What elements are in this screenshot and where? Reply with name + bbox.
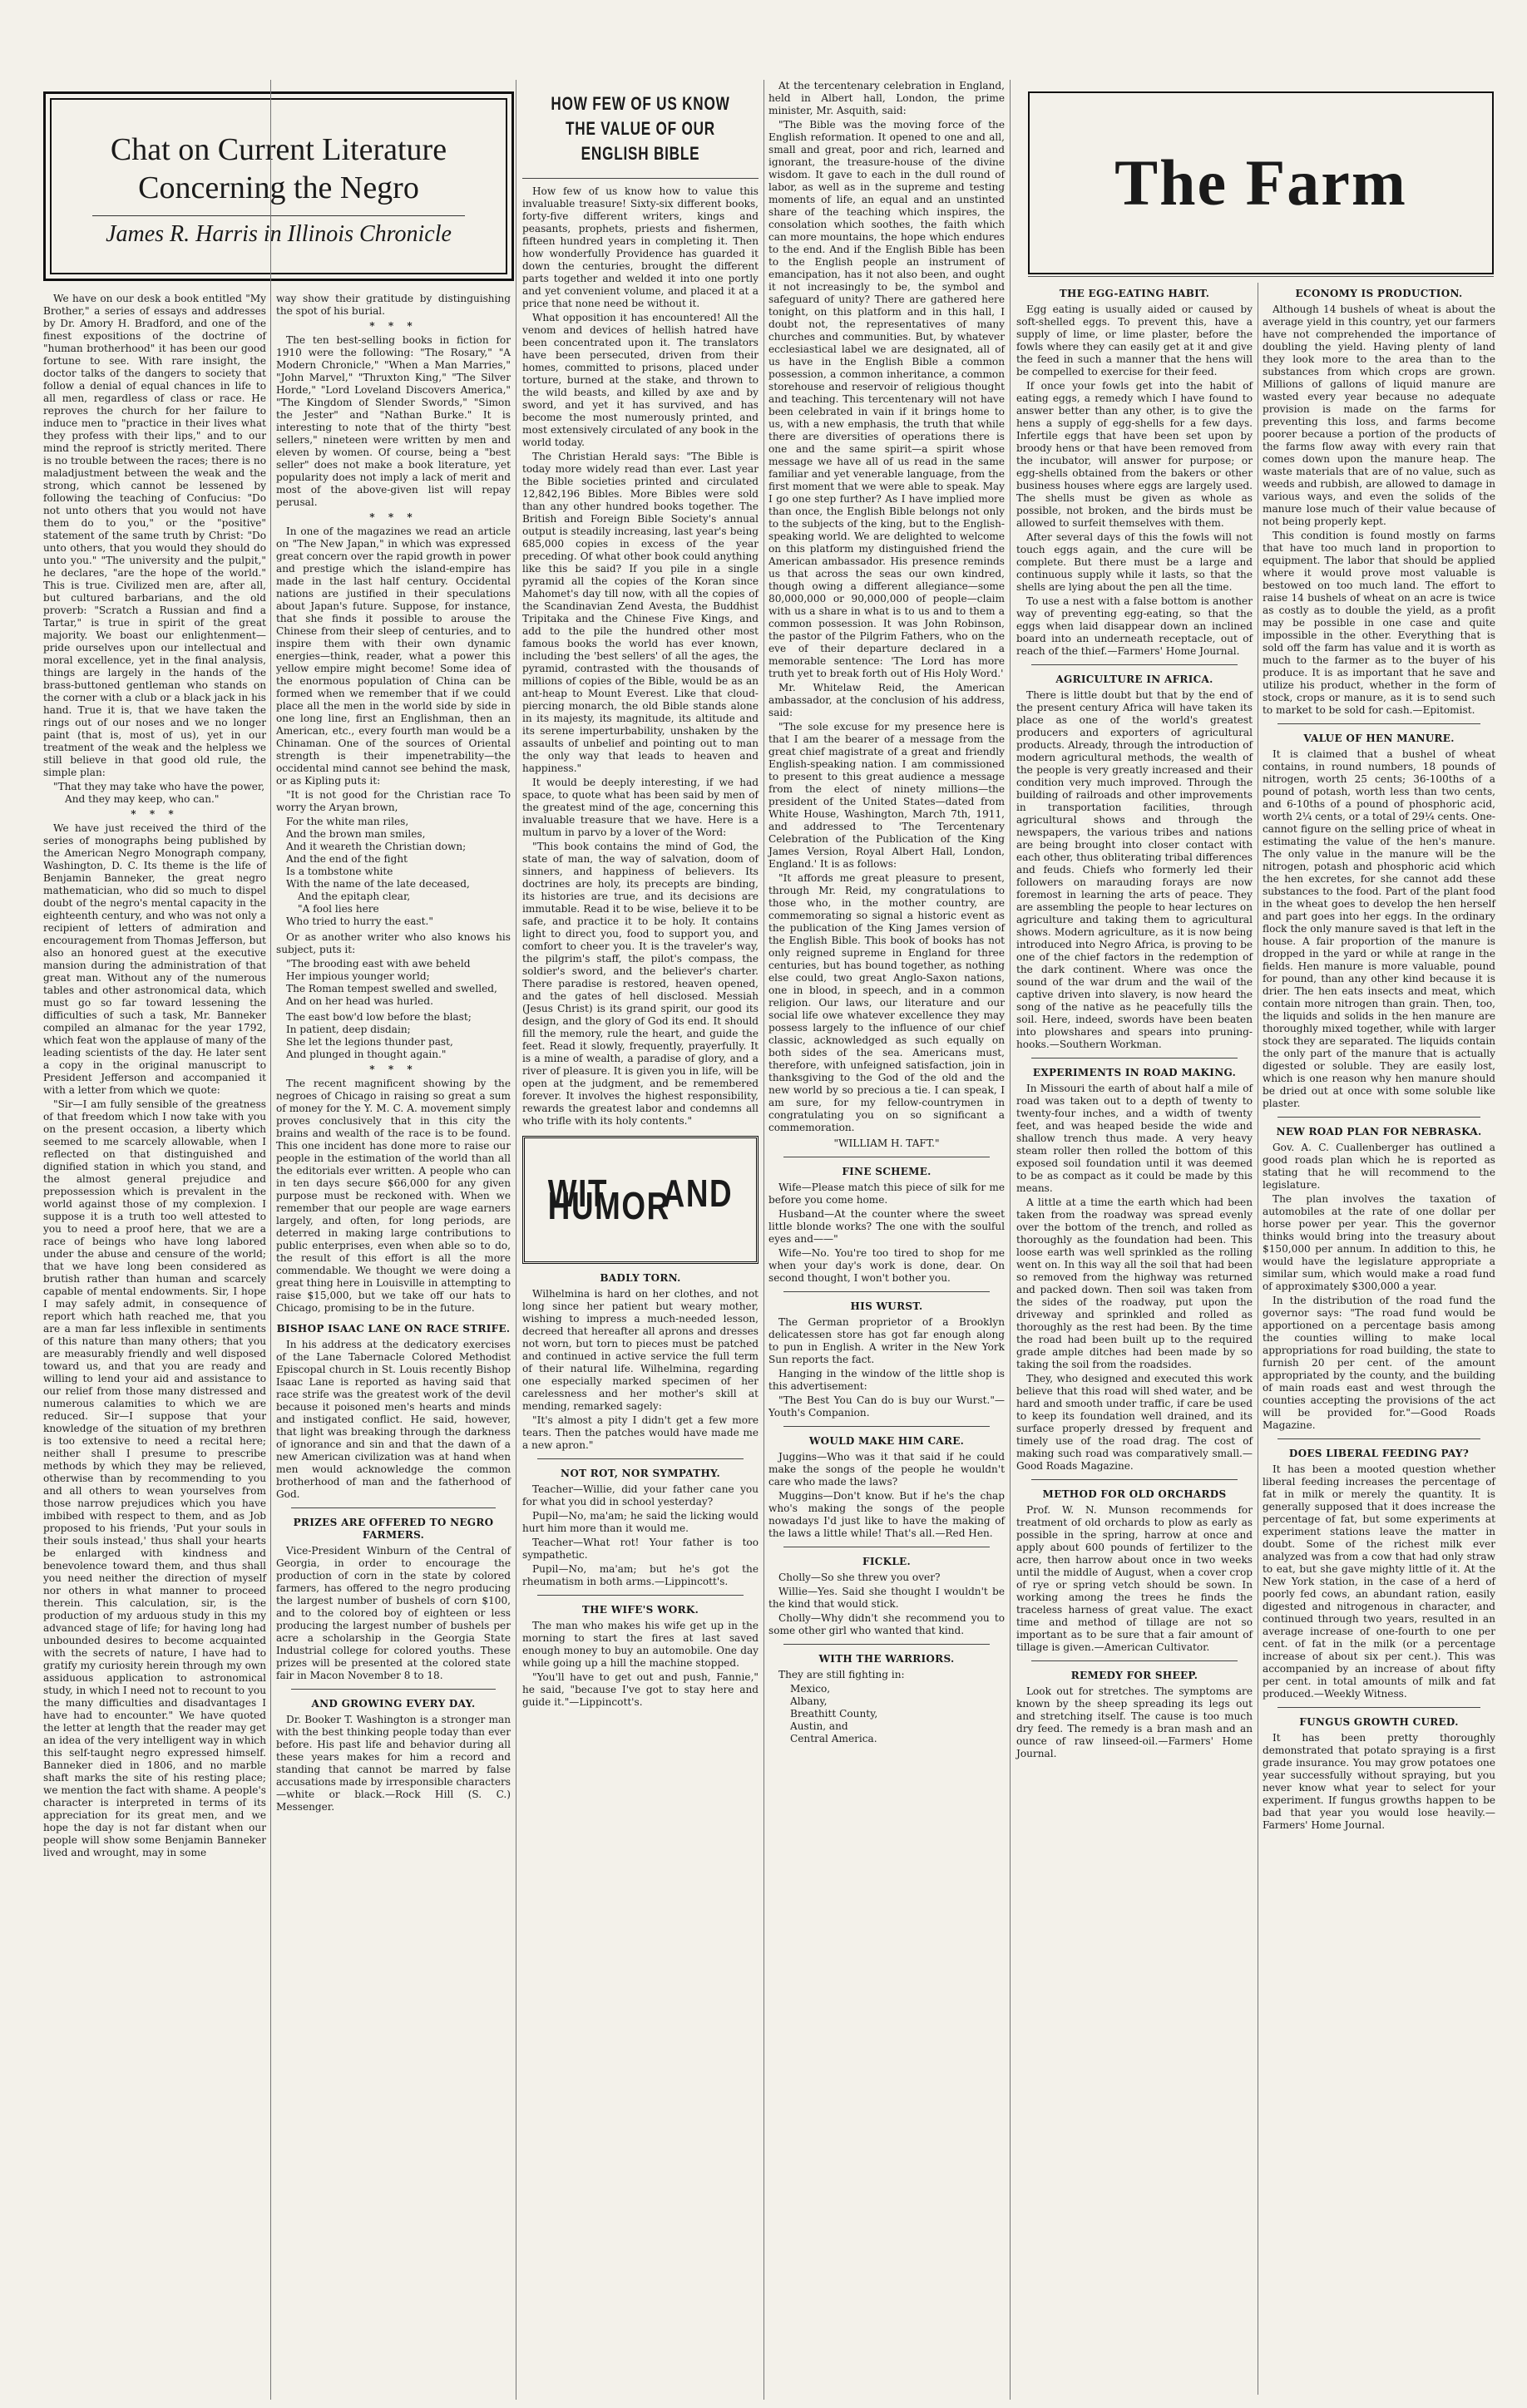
fickle-line: Cholly—So she threw you over?: [778, 1572, 941, 1583]
verse-line: The east bow'd low before the blast;: [286, 1011, 472, 1023]
column-1: [43, 293, 266, 1861]
bible-paragraph: How few of us know how to value this invaluable treasure! Sixty-six different books, forty-five different writers, kings and peasants, prophets, priests and fishermen, fifteen hundred years in completing it. Then how wonderfully Providence has guarded it down the centuries, brought the different parts together and welded it into one portly and yet convenient volume, and placed it at a price that none need be without it.: [522, 185, 759, 309]
bible-paragraph: It would be deeply interesting, if we had space, to quote what has been said by men of the greatest mind of the age, concerning this invaluable treasure that we have. Here is a multum in parvo by a lover of the Word:: [522, 777, 759, 838]
article-rule: [1277, 1117, 1480, 1118]
verse-line: Is a tombstone white: [286, 866, 393, 877]
egg-paragraph: After several days of this the fowls will not touch eggs again, and the cure will be complete. But there must be a large and continuous supply while it lasts, so that the shells are lying about the pen all the time.: [1016, 531, 1253, 593]
egg-heading: THE EGG-EATING HABIT.: [1059, 288, 1210, 299]
his-wurst-text: Hanging in the window of the little shop is this advertisement:: [768, 1368, 1005, 1392]
article-rule: [1277, 723, 1480, 724]
orchards-text: Prof. W. N. Munson recommends for treatment of old orchards to plow as early as possible in the spring, harrow at once and apply about 600 pounds of fertilizer to the acre, then harrow about once in two weeks until the middle of August, when a cover crop of rye or spring vetch should be sown. In working among the trees he finds the traceless harness of great value. The exact time and method of tillage are not so important as to be sure that a fair amount of tillage is given.—American Cultivator.: [1016, 1504, 1253, 1653]
wit-humor-title: WIT AND HUMOR: [547, 1172, 734, 1227]
fickle-heading: FICKLE.: [862, 1556, 911, 1567]
article-rule: [1031, 1479, 1238, 1480]
article-rule: [1277, 1707, 1480, 1708]
chat-paragraph: The recent magnificent showing by the negroes of Chicago in raising so great a sum of money for the Y. M. C. A. movement simply proves conclusively that in this city the brains and wealth of the race is to be found. This one incident has done more to raise our people in the estimation of the world than all the editorials ever written. A people who can in ten days secure $66,000 for any given purpose must be reckoned with. When we remember that our people are wage earners largely, and often, for long periods, are deterred in making large contributions to public enterprises, even when able so to do, the result of this effort is all the more commendable. We thought we were doing a great thing here in Louisville in attempting to raise $15,000, but we take off our hats to Chicago, promising to be in the future.: [276, 1078, 511, 1314]
road-paragraph: In Missouri the earth of about half a mile of road was taken out to a depth of twenty to twenty-four inches, and a width of twenty feet, and was heaped beside the wide and shallow trench thus made. A very heavy steam roller then rolled the bottom of this exposed soil foundation until it was deemed to be as compact as it could be made by this means.: [1016, 1083, 1253, 1194]
growing-text: Dr. Booker T. Washington is a stronger man with the best thinking people today than ever before. His past life and behavior during all these years makes for him a record and standing that cannot be marred by false accusations made by irresponsible characters—white or black.—Rock Hill (S. C.) Messenger.: [276, 1714, 511, 1813]
farm-header-box: [1028, 91, 1494, 274]
warriors-heading: WITH THE WARRIORS.: [818, 1653, 955, 1665]
verse-line: And the brown man smiles,: [286, 828, 426, 840]
badly-torn-heading: BADLY TORN.: [600, 1272, 681, 1284]
farm-header-rule: [1028, 276, 1494, 277]
column-6: [1263, 279, 1495, 1833]
article-rule: [1031, 664, 1238, 665]
his-wurst-text: "The Best You Can do is buy our Wurst."—Youth's Companion.: [768, 1394, 1005, 1419]
verse-line: She let the legions thunder past,: [286, 1036, 453, 1048]
fickle-line: Willie—Yes. Said she thought I wouldn't be the kind that would stick.: [768, 1586, 1005, 1610]
verse-line: And on her head was hurled.: [286, 995, 433, 1007]
not-rot-line: Pupil—No, ma'am; he said the licking would hurt him more than it would me.: [522, 1510, 759, 1534]
column-2: [276, 293, 511, 1815]
fungus-heading: FUNGUS GROWTH CURED.: [1299, 1716, 1459, 1728]
chat-byline: James R. Harris in Illinois Chronicle: [106, 221, 452, 247]
not-rot-line: Pupil—No, ma'am; but he's got the rheumatism in both arms.—Lippincott's.: [522, 1563, 759, 1587]
economy-heading: ECONOMY IS PRODUCTION.: [1295, 288, 1463, 299]
wifes-work-text: "You'll have to get out and push, Fannie," he said, "because I've got to stay here and guide it."—Lippincott's.: [522, 1671, 759, 1708]
badly-torn-text: "It's almost a pity I didn't get a few more tears. Then the patches would have made me a new apron.": [522, 1414, 759, 1451]
bible-paragraph: What opposition it has encountered! All the venom and devices of hellish hatred have been concentrated upon it. The translators have been persecuted, driven from their homes, committed to prisons, placed under torture, burned at the stake, and thrown to the wild beasts, and killed by axe and by sword, and yet it has survived, and has become the most numerously printed, and most extensively circulated of any book in the world today.: [522, 312, 759, 448]
not-rot-line: Teacher—What rot! Your father is too sympathetic.: [522, 1537, 759, 1561]
africa-heading: AGRICULTURE IN AFRICA.: [1055, 674, 1213, 685]
chat-title: [46, 131, 511, 207]
article-rule: [1277, 1438, 1480, 1439]
not-rot-line: Teacher—Willie, did your father cane you for what you did in school yesterday?: [522, 1483, 759, 1507]
column-5: [1016, 279, 1253, 1762]
care-heading: WOULD MAKE HIM CARE.: [808, 1435, 965, 1447]
verse-line: And it weareth the Christian down;: [286, 841, 467, 852]
verse-line: And plunged in thought again.": [286, 1049, 447, 1060]
chat-paragraph: "Sir—I am fully sensible of the greatness of that freedom which I now take with you on the present occasion, a liberty which seemed to me scarcely allowable, when I reflected on that distinguished and dignified station in which you stand, and the almost general prejudice and prepossession which is prevalent in the world against those of my complexion. I suppose it is a truth too well attested to you to need a proof here, that we are a race of beings who have long labored under the abuse and censure of the world; that we have long been considered as brutish rather than human and scarcely capable of mental endowments. Sir, I hope I may safely admit, in consequence of report which hath reached me, that you are a man far less inflexible in sentiments of this nature than many others; that you are measurably friendly and well disposed toward us, and that you are ready and willing to lend your aid and assistance to our relief from those many distressed and numerous calamities to which we are reduced. Sir—I suppose that your knowledge of the situation of my brethren is too extensive to need a recital here; neither shall I presume to prescribe methods by which they may be relieved, otherwise than by recommending to you and all others to wean yourselves from those narrow prejudices which you have imbibed with respect to them, and as Job proposed to his friends, 'Put your souls in their souls instead,' thus shall your hearts be enlarged with kindness and benevolence toward them, and thus shall you need neither the direction of myself nor others in what manner to proceed therein. This calculation, sir, is the production of my arduous study in this my advanced stage of life; for having long had unbounded desires to become acquainted with the secrets of nature, I have had to gratify my curiosity herein through my own assiduous application to astronomical study, in which I need not to recount to you the many difficulties and disadvantages I have had to encounter." We have quoted the letter at length that the reader may get an idea of the very intelligent way in which this self-taught negro expressed himself. Banneker died in 1806, and no marble shaft marks the site of his resting place; we mention the fact with shame. A people's character is interpreted in terms of its appreciation for its great men, and we hope the day is not far distant when our people will show some Benjamin Banneker lived and wrought, may in some: [43, 1098, 266, 1858]
article-rule: [783, 1426, 990, 1427]
chat-paragraph: We have on our desk a book entitled "My Brother," a series of essays and addresses by Dr. Amory H. Bradford, and one of the finest expositions of the doctrine of "human brotherhood" it has been our good fortune to see. With rare insight, the doctor talks of the dangers to society that follow a denial of equal chances in life to all men, regardless of class or race. He reproves the church for her failure to induce men to "practice in their lives what they profess with their lips," and to our mind the reproof is strictly merited. There is no trouble between the races; there is no maladjustment between the weak and the strong, which cannot be lessened by following the teaching of Confucius: "Do not unto others that you would not have them do to you," or the "positive" statement of the same truth by Christ: "Do unto others, that you would they should do unto you." "The university and the pulpit," he declares, "are the hope of the world." This is true. Civilized men are, after all, but cultured barbarians, and the old proverb: "Scratch a Russian and find a Tartar," is true in spirit of the great majority. We boast our enlightenment—pride ourselves upon our intellectual and moral excellence, yet in the final analysis, things are largely in the hands of the brass-buttoned gentleman who stands on the corner with a club or a black jack in his hand. True it is, that we have taken the rings out of our noses and we no longer paint (that is, most of us), yet in our treatment of the weak and the helpless we still believe in that good old rule, the simple plan:: [43, 293, 266, 778]
nebraska-text: Gov. A. C. Cuallenberger has outlined a good roads plan which he is reported as stating that he will recommend to the legislature.: [1263, 1142, 1495, 1191]
section-separator: * * *: [131, 808, 179, 820]
verse-line: The Roman tempest swelled and swelled,: [286, 983, 497, 994]
tercentenary-paragraph: "It affords me great pleasure to present, through Mr. Reid, my congratulations to those who, in the mother country, are commemorating so signal a historic event as the publication of the King James version of the English Bible. This book of books has not only reigned supreme in England for three centuries, but has bound together, as nothing else could, two great Anglo-Saxon nations, one in blood, in speech, and in a common religion. Our laws, our literature and our social life owe whatever excellence they may possess largely to the influence of our chief classic, acknowledged as such equally on both sides of the sea. Americans must, therefore, with unfeigned satisfaction, join in thanksgiving to the God of the old and the new world by so precious a tie. I can speak, I am sure, for my fellow-countrymen in congratulating you on so significant a commemoration.: [768, 872, 1005, 1133]
warriors-place: Breathitt County,: [790, 1708, 878, 1720]
bible-heading: HOW FEW OF US KNOW THE VALUE OF OUR ENGLISH BIBLE: [551, 93, 730, 164]
verse-line: And the end of the fight: [286, 853, 408, 865]
fine-scheme-line: Husband—At the counter where the sweet little blonde works? The one with the soulful eyes and——": [768, 1208, 1005, 1245]
verse-line: With the name of the late deceased,: [286, 878, 470, 890]
africa-text: There is little doubt but that by the end of the present century Africa will have taken its place as one of the world's greatest producers and exporters of agricultural products. Already, through the introduction of modern agricultural methods, the wealth of the people is very greatly increased and their condition very much improved. Through the building of railroads and other improvements in transportation facilities, through agricultural shows and through the newspapers, the various tribes and nations are being brought into closer contact with each other, thus obliterating tribal differences and feuds. Chiefs who formerly led their followers on marauding forays are now foremost in learning the arts of peace. They are assembling the people to hear lectures on agriculture and taking them to agricultural shows. Modern agriculture, as it is now being introduced into Negro Africa, is proving to be one of the chief factors in the redemption of the dark continent. Where was once the sound of the war drum and the wail of the captive driven into slavery, is now heard the song of the native as he peacefully tills the soil. Here, indeed, swords have been beaten into plowshares and spears into pruning-hooks.—Southern Workman.: [1016, 689, 1253, 1050]
bible-paragraph: The Christian Herald says: "The Bible is today more widely read than ever. Last year the Bible societies printed and circulated 12,842,196 Bibles. More Bibles were sold than any other hundred books together. The British and Foreign Bible Society's annual output is steadily increasing, last year's being 685,000 copies in excess of the year preceding. Of what other book could anything like this be said? If you pile in a single pyramid all the copies of the Koran since Mahomet's day till now, with all the copies of the Scandinavian Zend Avesta, the Buddhist Tripitaka and the Chinese Five Kings, and add to the pile the hundred other most famous books the world has ever known, including the 'best sellers' of all the ages, the pyramid, contrasted with the thousands of millions of copies of the Bible, would be as an ant-heap to Mount Everest. Like that cloud-piercing monarch, the old Bible stands alone in its majesty, its magnitude, its altitude and its serene imperturbability, unshaken by the assaults of unbelief and pointing out to man the only way that leads to heaven and happiness.": [522, 451, 759, 774]
wifes-work-text: The man who makes his wife get up in the morning to start the fires at last saved enough money to buy an automobile. One day while going up a hill the machine stopped.: [522, 1620, 759, 1669]
prizes-heading: PRIZES ARE OFFERED TO NEGRO FARMERS.: [293, 1517, 494, 1541]
hen-heading: VALUE OF HEN MANURE.: [1303, 733, 1455, 744]
article-rule: [783, 1291, 990, 1292]
fine-scheme-line: Wife—Please match this piece of silk for me before you come home.: [768, 1182, 1005, 1206]
warriors-place: Albany,: [790, 1695, 828, 1707]
wifes-work-heading: THE WIFE'S WORK.: [581, 1604, 699, 1616]
chat-paragraph: Or as another writer who also knows his subject, puts it:: [276, 931, 511, 955]
egg-paragraph: If once your fowls get into the habit of eating eggs, a remedy which I have found to answer better than any other, is to give the hens a supply of egg-shells for a few days. Infertile eggs that have been set upon by broody hens or that have been removed from the incubator, will answer for purpose; or egg-shells obtained from the bakers or other business houses where eggs are largely used. The shells must be given as whole as possible, not broken, and the birds must be allowed to surfeit themselves with them.: [1016, 380, 1253, 529]
chat-paragraph: In one of the magazines we read an article on "The New Japan," in which was expressed great concern over the rapid growth in power and prestige which the island-empire has made in the last half century. Occidental nations are justified in their speculations about Japan's future. Suppose, for instance, that she finds it possible to arouse the Chinese from their sleep of centuries, and to inspire them with their own dynamic energies—think, reader, what a power this yellow empire might become! Some idea of the enormous population of China can be formed when we remember that if we could place all the men in the world side by side in one long line, first an Englishman, then an American, etc., every fourth man would be a Chinaman. One of the sources of Oriental strength is their impenetrability—the occidental mind cannot see behind the mask, or as Kipling puts it:: [276, 526, 511, 787]
road-paragraph: A little at a time the earth which had been taken from the roadway was spread evenly over the bottom of the trench, and rolled as thoroughly as the foundation had been. This loose earth was well sprinkled as the rolling went on. In this way all the soil that had been so removed from the highway was returned and packed down. Then soil was taken from the sides of the roadway, put upon the driveway and sprinkled and rolled as thoroughly as the rest had been. By the time the road had been built up to the required grade ample ditches had been made by so taking the soil from the roadsides.: [1016, 1197, 1253, 1370]
column-4: [768, 80, 1005, 1745]
fine-scheme-line: Wife—No. You're too tired to shop for me when your day's work is done, dear. On second thought, I won't bother you.: [768, 1247, 1005, 1284]
column-rule-1: [270, 80, 271, 2400]
nebraska-text: The plan involves the taxation of automobiles at the rate of one dollar per horse power per year. This the governor thinks would bring into the treasury about $150,000 per annum. In addition to this, he would have the legislature appropriate a similar sum, which would make a road fund of approximately $300,000 a year.: [1263, 1193, 1495, 1292]
article-rule: [537, 1458, 744, 1459]
column-rule-4: [1010, 80, 1011, 2400]
wit-humor-box: [522, 1136, 759, 1264]
sheep-heading: REMEDY FOR SHEEP.: [1070, 1670, 1198, 1681]
egg-paragraph: To use a nest with a false bottom is another way of preventing egg-eating, so that the eggs when laid disappear down an inclined board into an underneath receptacle, out of reach of the thief.—Farmers' Home Journal.: [1016, 595, 1253, 657]
nebraska-text: In the distribution of the road fund the governor says: "The road fund would be apportioned on a percentage basis among the counties willing to make local appropriations for road building, the state to furnish 20 per cent. of the amount appropriated by the county, and the building of main roads east and west through the counties accepting the provisions of the act will be provided for."—Good Roads Magazine.: [1263, 1295, 1495, 1431]
economy-text: Although 14 bushels of wheat is about the average yield in this country, yet our farmers have not comprehended the importance of doubling the yield. Having plenty of land they look more to the area than to the substances from which crops are grown. Millions of gallons of liquid manure are wasted every year because no adequate provision is made on the farms for preventing this loss, and farms become poorer because a portion of the products of the farms flow away with every rain that comes down upon the manure heap. The waste materials that are of no value, such as weeds and rubbish, are allowed to damage in various ways, and even the solids of the manure lose much of their value because of not being properly kept.: [1263, 303, 1495, 527]
chat-paragraph: We have just received the third of the series of monographs being published by the American Negro Monograph company, Washington, D. C. Its theme is the life of Benjamin Banneker, the great negro mathematician, who did so much to dispel doubt of the negro's mental capacity in the eighteenth century, and who was not only a recipient of letters of admiration and encouragement from Thomas Jefferson, but also an honored guest at the executive mansion during the administration of that great man. Without any of the numerous tables and other astronomical data, which must go so far toward lessening the difficulties of such a task, Mr. Banneker compiled an almanac for the year 1792, which feat won the applause of many of the leading scientists of the day. He later sent a copy in the original manuscript to President Jefferson and accompanied it with a letter from which we quote:: [43, 822, 266, 1096]
warriors-lead: They are still fighting in:: [778, 1669, 905, 1680]
his-wurst-heading: HIS WURST.: [850, 1300, 923, 1312]
chat-header-box: [43, 91, 514, 281]
verse-line: And they may keep, who can.": [65, 793, 220, 805]
road-paragraph: They, who designed and executed this work believe that this road will shed water, and be hard and smooth under traffic, if care be used to keep its foundation well drained, and its surface properly dressed by frequent and timely use of the road drag. The cost of making such road was comparatively small.—Good Roads Magazine.: [1016, 1373, 1253, 1472]
care-text: Muggins—Don't know. But if he's the chap who's making the songs of the people nowadays I'd just like to have the making of the laws a little while! That's all.—Red Hen.: [768, 1490, 1005, 1539]
bishop-heading: BISHOP ISAAC LANE ON RACE STRIFE.: [276, 1323, 511, 1335]
section-separator: * * *: [369, 511, 418, 523]
verse-line: For the white man riles,: [286, 816, 409, 827]
chat-paragraph: "It is not good for the Christian race To worry the Aryan brown,: [276, 789, 511, 813]
tercentenary-paragraph: "The sole excuse for my presence here is that I am the bearer of a message from the great chief magistrate of a great and friendly English-speaking nation. I am commissioned to present to this great audience a message from the elect of ninety millions—the president of the United States—dated from White House, Washington, March 7th, 1911, and addressed to 'The Tercentenary Celebration of the Publication of the King James Version, Royal Albert Hall, London, England.' It is as follows:: [768, 721, 1005, 870]
article-rule: [522, 178, 759, 179]
chat-paragraph: The ten best-selling books in fiction for 1910 were the following: "The Rosary," "A Modern Chronicle," "When a Man Marries," "John Marvel," "Thruxton King," "The Silver Horde," "Lord Loveland Discovers America," "The Kingdom of Slender Swords," "Simon the Jester" and "Nathan Burke." It is interesting to note that of the thirty "best sellers," nineteen were written by men and eleven by women. Of course, being a "best seller" does not make a book literature, yet popularity does not imply a lack of merit and most of the above-given list will repay perusal.: [276, 334, 511, 508]
feeding-text: It has been a mooted question whether liberal feeding increases the percentage of fat in milk or merely the quantity. It is generally supposed that it does increase the percentage of fat, but some experiments at experiment stations leave the matter in doubt. Some of the richest milk ever analyzed was from a cow that had only straw to eat, but she gave mighty little of it. At the New York station, in the case of a herd of poorly fed cows, an abundant ration, easily digested and nitrogenous in character, and continued through two years, resulted in an average increase of one-fourth to one per cent. of fat in the milk (or a percentage increase of about six per cent.). This was accompanied by an increase of about fifty per cent. in total amounts of milk and fat produced.—Weekly Witness.: [1263, 1463, 1495, 1700]
orchards-heading: METHOD FOR OLD ORCHARDS: [1042, 1488, 1227, 1500]
verse-line: "A fool lies here: [298, 903, 379, 915]
tercentenary-paragraph: "The Bible was the moving force of the English reformation. It opened to one and all, small and great, poor and rich, learned and ignorant, the treasure-house of the divine wisdom. It gave to each in the dull round of labor, as well as in the supreme and testing moments of life, an equal and an unstinted share of the teaching which inspires, the consolation which soothes, the faith which can more mountains, the hope which endures to the end. And if the English Bible has been to the English people an instrument of emancipation, has it not also been, and ought it not increasingly to be, the symbol and safeguard of unity? There are gathered here tonight, on this platform and in this hall, I doubt not, the representatives of many churches and communities. But, by whatever ecclesiastical label we are designated, all of us have in the English Bible a common possession, a common inheritance, a common storehouse and reservoir of religious thought and teaching. This tercentenary will not have been celebrated in vain if it brings home to us, with a new emphasis, the truth that while there are diversities of operations there is one and the same spirit—a spirit whose message we have all of us read in the same familiar and yet venerable language, from the first moment that we were able to speak. May I go one step further? As I have implied more than once, the English Bible belongs not only to the subjects of the king, but to the English-speaking world. We are delighted to welcome on this platform my distinguished friend the American ambassador. His presence reminds us that across the seas our own kindred, though owing a different allegiance—some 80,000,000 or 90,000,000 of people—claim with us a share in what is to us and to them a common possession. It was John Robinson, the pastor of the Pilgrim Fathers, who on the eve of their departure declared in a memorable sentence: 'The Lord has more truth yet to break forth out of His Holy Word.': [768, 119, 1005, 679]
egg-paragraph: Egg eating is usually aided or caused by soft-shelled eggs. To prevent this, have a supply of lime, or lime plaster, before the fowls where they can easily get at it and give the feed in such a manner that the hens will be compelled to exercise for their feed.: [1016, 303, 1253, 377]
section-separator: * * *: [369, 320, 418, 332]
warriors-place: Central America.: [790, 1733, 877, 1744]
article-rule: [537, 1595, 744, 1596]
nebraska-heading: NEW ROAD PLAN FOR NEBRASKA.: [1276, 1126, 1482, 1137]
his-wurst-text: The German proprietor of a Brooklyn delicatessen store has got far enough along to pun in English. A writer in the New York Sun reports the fact.: [768, 1316, 1005, 1365]
article-rule: [1031, 1660, 1238, 1661]
prizes-text: Vice-President Winburn of the Central of Georgia, in order to encourage the production of corn in the state by colored farmers, has offered to the negro producing the largest number of bushels of corn $100, and to the colored boy of eighteen or less producing the largest number of bushels per acre a scholarship in the Georgia State Industrial college for colored youths. These prizes will be presented at the colored state fair in Macon November 8 to 18.: [276, 1545, 511, 1681]
tercentenary-paragraph: At the tercentenary celebration in England, held in Albert hall, London, the prime minister, Mr. Asquith, said:: [768, 80, 1005, 116]
verse-line: Her impious younger world;: [286, 970, 430, 982]
verse-line: Who tried to hurry the east.": [286, 915, 433, 927]
farm-title: The Farm: [1114, 146, 1407, 219]
section-separator: * * *: [369, 1063, 418, 1075]
warriors-place: Austin, and: [790, 1720, 848, 1732]
warriors-place: Mexico,: [790, 1683, 831, 1695]
chat-title-rule: [92, 215, 465, 216]
verse-line: "The brooding east with awe beheld: [286, 958, 471, 970]
chat-paragraph: way show their gratitude by distinguishing the spot of his burial.: [276, 293, 511, 317]
article-rule: [783, 1644, 990, 1645]
verse-line: In patient, deep disdain;: [286, 1024, 411, 1035]
feeding-heading: DOES LIBERAL FEEDING PAY?: [1288, 1448, 1470, 1459]
badly-torn-text: Wilhelmina is hard on her clothes, and not long since her patient but weary mother, wishing to impress a much-needed lesson, decreed that hereafter all aprons and dresses not worn, but torn to pieces must be patched and continued in active service the full term of their natural life. Wilhelmina, regarding one especially marked specimen of her carelessness and her mother's skill at mending, remarked sagely:: [522, 1288, 759, 1412]
article-rule: [291, 1507, 496, 1508]
bible-paragraph: "This book contains the mind of God, the state of man, the way of salvation, doom of sinners, and happiness of believers. Its doctrines are holy, its precepts are binding, its histories are true, and its decisions are immutable. Read it to be wise, believe it to be safe, and practice it to be holy. It contains light to direct you, food to support you, and comfort to cheer you. It is the traveler's way, the pilgrim's staff, the pilot's compass, the soldier's sword, and the believer's charter. There paradise is restored, heaven opened, and the gates of hell disclosed. Messiah (Jesus Christ) is its grand spirit, our good its design, and the glory of God its end. It should fill the memory, rule the heart, and guide the feet. Read it slowly, frequently, prayerfully. It is a mine of wealth, a paradise of glory, and a river of pleasure. It is given you in life, will be open at the judgment, and be remembered forever. It involves the highest responsibility, rewards the greatest labor and condemns all who trifle with its holy contents.": [522, 841, 759, 1127]
fickle-line: Cholly—Why didn't she recommend you to some other girl who wanted that kind.: [768, 1612, 1005, 1636]
taft-signature: "WILLIAM H. TAFT.": [833, 1137, 940, 1149]
road-heading: EXPERIMENTS IN ROAD MAKING.: [1032, 1067, 1237, 1078]
care-text: Juggins—Who was it that said if he could make the songs of the people he wouldn't care who made the laws?: [768, 1451, 1005, 1488]
tercentenary-paragraph: Mr. Whitelaw Reid, the American ambassador, at the conclusion of his address, said:: [768, 682, 1005, 718]
sheep-text: Look out for stretches. The symptoms are known by the sheep spreading its legs out and stretching itself. The cause is too much dry feed. The remedy is a bran mash and an ounce of raw linseed-oil.—Farmers' Home Journal.: [1016, 1685, 1253, 1759]
not-rot-heading: NOT ROT, NOR SYMPATHY.: [561, 1468, 720, 1479]
economy-text: This condition is found mostly on farms that have too much land in proportion to equipment. The labor that should be applied where it would prove most valuable is bestowed on too much land. The effort to raise 14 bushels of wheat on an acre is twice as costly as to double the yield, as a profit may be possible in one case and quite impossible in the other. Everything that is sold off the farm has value and it is worth as much to the farmer as to the buyer of his produce. It is as important that he save and utilize his product, whether in the form of stock, crops or manure, as it is to send such to market to be sold for cash.—Epitomist.: [1263, 530, 1495, 716]
fungus-text: It has been pretty thoroughly demonstrated that potato spraying is a first grade insurance. You may grow potatoes one year successfully without spraying, but you never know what year to select for your experiment. If fungus growths happen to be bad that year you would lose heavily.—Farmers' Home Journal.: [1263, 1732, 1495, 1831]
verse-line: And the epitaph clear,: [298, 891, 411, 902]
column-3: [522, 80, 759, 1710]
growing-heading: AND GROWING EVERY DAY.: [311, 1698, 476, 1710]
chat-title-line-2: Concerning the Negro: [138, 170, 419, 205]
bishop-text: In his address at the dedicatory exercises of the Lane Tabernacle Colored Methodist Episcopal church in St. Louis recently Bishop Isaac Lane is reported as having said that race strife was the greatest work of the devil because it poisoned men's hearts and minds and instigated conflict. He said, however, that light was breaking through the darkness of ignorance and sin and that the dawn of a new American civilization was at hand when men would acknowledge the common brotherhood of man and the fatherhood of God.: [276, 1339, 511, 1500]
fine-scheme-heading: FINE SCHEME.: [842, 1166, 932, 1177]
article-rule: [291, 1689, 496, 1690]
hen-text: It is claimed that a bushel of wheat contains, in round numbers, 18 pounds of nitrogen, worth 25 cents; 36-100ths of a pound of potash, worth less than two cents, and 6-10ths of a pound of phosphoric acid, worth 2¼ cents, or a total of 29¼ cents. One-cannot figure on the selling price of wheat in estimating the value of the hen's manure. The only value in the manure will be the nitrogen, potash and phosphoric acid which the hen excretes, for she cannot add these substances to the food. Part of the plant food in the wheat goes to develop the hen herself and part goes into her eggs. In the ordinary flock the only manure saved is that left in the house. A fair proportion of the manure is dropped in the yard or while at range in the fields. Hen manure is more valuable, pound for pound, than any other kind because it is drier. The hen eats insects and meat, which contain more nitrogen than grain. Then, too, the liquids and solids in the hen manure are thoroughly mixed together, while with larger stock they are separated. The liquids contain the only part of the manure that is actually digested or soluble. They are easily lost, which is one reason why hen manure should be dried out at once with some soluble like plaster.: [1263, 748, 1495, 1109]
verse-line: "That they may take who have the power,: [53, 781, 265, 792]
chat-title-line-1: Chat on Current Literature: [110, 132, 447, 167]
